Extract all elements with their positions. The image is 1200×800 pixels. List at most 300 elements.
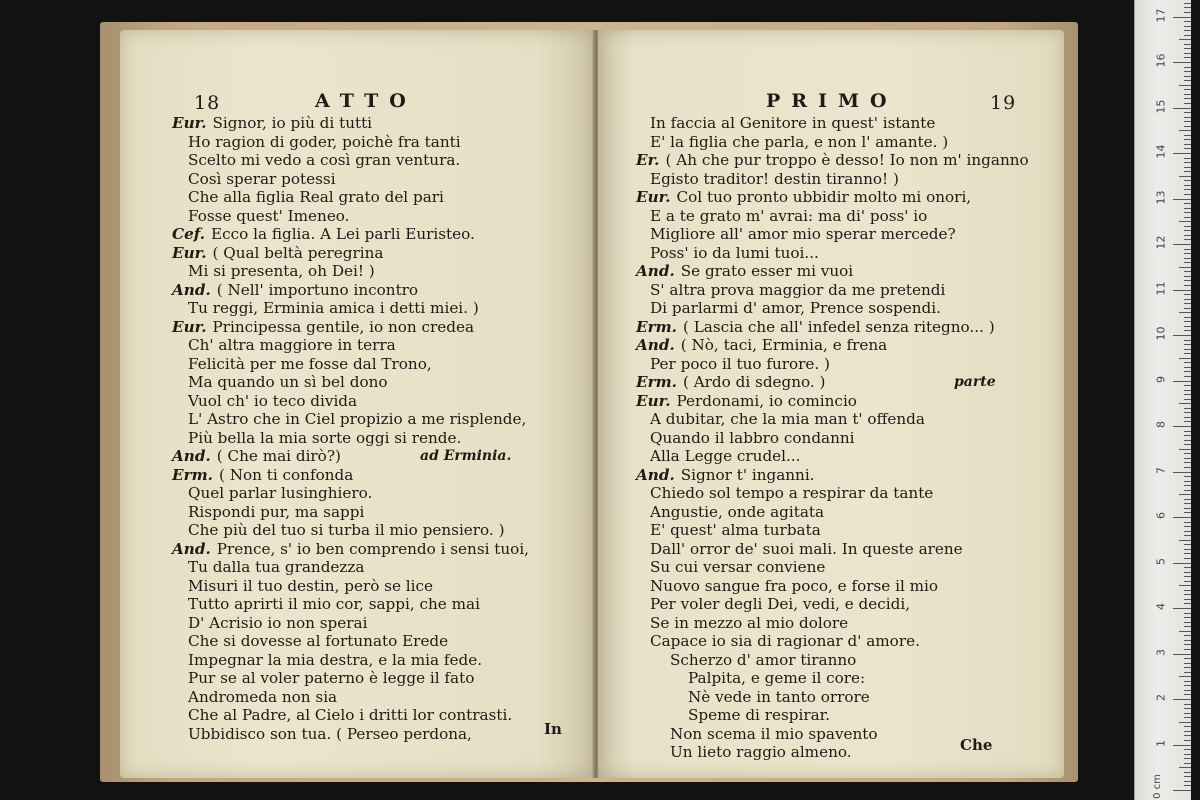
ruler-tick	[1184, 581, 1191, 582]
verse-text: ( Nell' importuno incontro	[216, 280, 419, 299]
speaker-label: And.	[172, 539, 211, 558]
ruler-number: 6	[1154, 512, 1168, 519]
ruler-tick	[1184, 21, 1191, 22]
ruler-tick	[1184, 740, 1191, 741]
text-line	[598, 133, 1064, 152]
ruler-tick	[1184, 262, 1191, 263]
text-line	[598, 429, 1064, 448]
verse-text: Perdonami, io comincio	[676, 391, 857, 410]
text-line	[598, 207, 1064, 226]
text-line	[120, 595, 594, 614]
ruler-tick	[1184, 576, 1191, 577]
ruler-tick	[1184, 303, 1191, 304]
ruler-tick	[1184, 57, 1191, 58]
ruler-tick	[1184, 481, 1191, 482]
ruler-tick	[1184, 271, 1191, 272]
ruler-tick	[1184, 144, 1191, 145]
ruler-tick	[1184, 148, 1191, 149]
ruler-tick	[1173, 699, 1191, 700]
speaker-label: And.	[172, 280, 211, 299]
verse-text: Col tuo pronto ubbidir molto mi onori,	[676, 188, 972, 206]
verse-text: Tu dalla tua grandezza	[188, 558, 365, 576]
text-line	[598, 503, 1064, 522]
ruler-tick	[1184, 567, 1191, 568]
ruler-tick	[1184, 3, 1191, 4]
ruler-tick	[1184, 89, 1191, 90]
ruler-tick	[1184, 603, 1191, 604]
text-line	[598, 614, 1064, 633]
ruler-tick	[1184, 180, 1191, 181]
text-line	[120, 540, 594, 559]
text-line	[598, 706, 1064, 725]
ruler-tick	[1184, 394, 1191, 395]
verse-text: Che più del tuo si turba il mio pensiero. )	[188, 521, 505, 539]
ruler-tick	[1184, 80, 1191, 81]
ruler-number: 10	[1154, 326, 1168, 341]
text-line	[120, 669, 594, 688]
left-page-text	[120, 114, 594, 743]
ruler-number: 11	[1154, 281, 1168, 295]
text-line	[598, 170, 1064, 189]
text-line	[598, 188, 1064, 207]
speaker-label: Er.	[636, 151, 660, 169]
verse-text: ( Ardo di sdegno. )	[682, 373, 826, 391]
ruler-tick	[1184, 76, 1191, 77]
speaker-label: And.	[172, 447, 211, 465]
ruler-tick	[1179, 176, 1191, 177]
text-line	[598, 355, 1064, 374]
verse-text: Che si dovesse al fortunato Erede	[188, 632, 449, 650]
ruler-tick	[1184, 53, 1191, 54]
ruler-tick	[1179, 85, 1191, 86]
ruler-number: 7	[1154, 466, 1168, 474]
ruler-tick	[1184, 640, 1191, 641]
text-line	[598, 521, 1064, 540]
text-line	[120, 410, 594, 429]
ruler-tick	[1184, 526, 1191, 527]
verse-text: Se grato esser mi vuoi	[680, 262, 854, 280]
text-line	[120, 651, 594, 670]
text-line	[598, 466, 1064, 485]
verse-text: Andromeda non sia	[188, 687, 338, 706]
ruler-tick	[1184, 276, 1191, 277]
speaker-label: Eur.	[636, 391, 671, 410]
text-line	[120, 725, 594, 744]
ruler-number: 16	[1154, 53, 1168, 68]
text-line	[120, 484, 594, 503]
speaker-label: And.	[636, 336, 675, 354]
text-line	[120, 447, 594, 466]
ruler-tick	[1184, 249, 1191, 250]
ruler-tick	[1184, 544, 1191, 545]
ruler-number: 2	[1154, 694, 1168, 701]
ruler-tick	[1184, 453, 1191, 454]
ruler-tick	[1184, 435, 1191, 436]
text-line	[598, 151, 1064, 170]
verse-text: Nè vede in tanto orrore	[688, 687, 870, 706]
ruler-tick	[1184, 726, 1191, 727]
verse-text: Di parlarmi d' amor, Prence sospendi.	[650, 299, 941, 317]
text-line	[598, 262, 1064, 281]
ruler-tick	[1184, 399, 1191, 400]
ruler-tick	[1184, 308, 1191, 309]
ruler-tick	[1184, 353, 1191, 354]
ruler-tick	[1173, 335, 1191, 336]
left-page	[120, 30, 594, 778]
verse-text: Ma quando un sì bel dono	[188, 373, 388, 391]
ruler-tick	[1184, 194, 1191, 195]
ruler-number: 4	[1154, 603, 1168, 610]
ruler-tick	[1184, 408, 1191, 409]
text-line	[120, 207, 594, 226]
ruler-tick	[1184, 476, 1191, 477]
ruler-tick	[1184, 781, 1191, 782]
ruler-tick	[1184, 704, 1191, 705]
text-line	[120, 632, 594, 651]
verse-text: Signor t' inganni.	[680, 465, 815, 484]
left-catchword: In	[544, 720, 562, 738]
text-line	[120, 521, 594, 540]
ruler-tick	[1173, 153, 1191, 154]
ruler-tick	[1184, 749, 1191, 750]
text-line	[120, 706, 594, 725]
ruler-tick	[1184, 658, 1191, 659]
ruler-tick	[1184, 280, 1191, 281]
ruler-tick	[1173, 62, 1191, 63]
ruler-tick	[1184, 7, 1191, 8]
ruler-tick	[1184, 12, 1191, 13]
speaker-label: Erm.	[636, 317, 677, 336]
stage-direction: ad Erminia.	[420, 448, 512, 464]
right-catchword: Che	[960, 736, 993, 754]
ruler-number: 8	[1154, 421, 1168, 428]
text-line	[120, 614, 594, 633]
ruler-number: 14	[1154, 144, 1168, 159]
verse-text: Egisto traditor! destin tiranno! )	[650, 169, 899, 188]
text-line	[120, 466, 594, 485]
ruler-tick	[1184, 462, 1191, 463]
verse-text: Misuri il tuo destin, però se lice	[188, 576, 433, 595]
text-line	[120, 114, 594, 133]
text-line	[598, 336, 1064, 355]
verse-text: Per voler degli Dei, vedi, e decidi,	[650, 595, 911, 613]
verse-text: Signor, io più di tutti	[212, 114, 373, 132]
ruler-tick	[1184, 713, 1191, 714]
text-line	[120, 262, 594, 281]
ruler-tick	[1184, 203, 1191, 204]
text-line	[120, 281, 594, 300]
ruler-tick	[1184, 367, 1191, 368]
text-line	[598, 114, 1064, 133]
text-line	[598, 244, 1064, 263]
ruler-tick	[1184, 694, 1191, 695]
verse-text: Tutto aprirti il mio cor, sappi, che mai	[188, 595, 480, 613]
ruler-tick	[1179, 585, 1191, 586]
ruler-tick	[1184, 158, 1191, 159]
verse-text: Rispondi pur, ma sappi	[188, 502, 365, 521]
ruler-tick	[1184, 299, 1191, 300]
ruler-tick	[1173, 654, 1191, 655]
verse-text: Ecco la figlia. A Lei parli Euristeo.	[211, 225, 475, 243]
verse-text: Fosse quest' Imeneo.	[188, 206, 350, 225]
ruler-tick	[1184, 139, 1191, 140]
ruler-number: 17	[1154, 8, 1168, 22]
ruler-tick	[1184, 103, 1191, 104]
stage-direction: parte	[954, 374, 996, 390]
text-line	[598, 540, 1064, 559]
text-line	[120, 225, 594, 244]
text-line	[120, 503, 594, 522]
speaker-label: Erm.	[636, 373, 677, 391]
ruler-tick	[1173, 290, 1191, 291]
ruler-tick	[1184, 599, 1191, 600]
ruler-tick	[1184, 421, 1191, 422]
ruler-number: 3	[1154, 648, 1168, 656]
ruler-tick	[1184, 330, 1191, 331]
ruler-tick	[1184, 171, 1191, 172]
verse-text: Per poco il tuo furore. )	[650, 354, 830, 373]
ruler-tick	[1173, 17, 1191, 18]
ruler-tick	[1184, 253, 1191, 254]
verse-text: Scherzo d' amor tiranno	[670, 650, 857, 669]
ruler-tick	[1184, 239, 1191, 240]
ruler-tick	[1184, 672, 1191, 673]
ruler-tick	[1184, 326, 1191, 327]
ruler-tick	[1184, 417, 1191, 418]
ruler-tick	[1179, 267, 1191, 268]
ruler-number: 1	[1154, 739, 1168, 747]
text-line	[120, 558, 594, 577]
ruler-tick	[1184, 35, 1191, 36]
ruler-tick	[1184, 617, 1191, 618]
verse-text: S' altra prova maggior da me pretendi	[650, 280, 946, 299]
verse-text: Ho ragion di goder, poichè fra tanti	[188, 132, 461, 151]
ruler-tick	[1184, 772, 1191, 773]
measuring-ruler	[1134, 0, 1191, 800]
ruler-tick	[1184, 285, 1191, 286]
ruler-tick	[1184, 112, 1191, 113]
verse-text: E' quest' alma turbata	[650, 521, 821, 539]
ruler-tick	[1173, 244, 1191, 245]
right-page-text	[598, 114, 1064, 762]
ruler-tick	[1173, 426, 1191, 427]
verse-text: Palpita, e geme il core:	[688, 669, 866, 687]
ruler-tick	[1184, 553, 1191, 554]
ruler-tick	[1184, 572, 1191, 573]
ruler-tick	[1184, 735, 1191, 736]
text-line	[120, 133, 594, 152]
verse-text: Dall' orror de' suoi mali. In queste arene	[650, 539, 963, 558]
ruler-tick	[1184, 44, 1191, 45]
ruler-tick	[1184, 535, 1191, 536]
ruler-tick	[1184, 317, 1191, 318]
text-line	[120, 244, 594, 263]
verse-text: Prence, s' io ben comprendo i sensi tuoi,	[216, 539, 530, 558]
ruler-tick	[1184, 776, 1191, 777]
ruler-tick	[1184, 558, 1191, 559]
ruler-tick	[1184, 98, 1191, 99]
verse-text: Non scema il mio spavento	[670, 724, 878, 743]
verse-text: ( Nò, taci, Erminia, e frena	[680, 336, 888, 354]
verse-text: D' Acrisio io non sperai	[188, 613, 368, 632]
text-line	[598, 651, 1064, 670]
verse-text: A dubitar, che la mia man t' offenda	[650, 410, 925, 428]
ruler-tick	[1184, 485, 1191, 486]
ruler-tick	[1184, 522, 1191, 523]
ruler-tick	[1184, 371, 1191, 372]
verse-text: ( Non ti confonda	[218, 465, 354, 484]
verse-text: In faccia al Genitore in quest' istante	[650, 114, 936, 132]
text-line	[598, 688, 1064, 707]
ruler-tick	[1179, 39, 1191, 40]
text-line	[120, 429, 594, 448]
text-line	[120, 355, 594, 374]
verse-text: Mi si presenta, oh Dei! )	[188, 262, 375, 280]
ruler-tick	[1184, 622, 1191, 623]
ruler-tick	[1179, 676, 1191, 677]
ruler-tick	[1184, 217, 1191, 218]
ruler-tick	[1184, 126, 1191, 127]
ruler-tick	[1179, 631, 1191, 632]
text-line	[598, 558, 1064, 577]
verse-text: Capace io sia di ragionar d' amore.	[650, 632, 920, 650]
right-page-number: 19	[990, 92, 1017, 114]
verse-text: ( Ah che pur troppo è desso! Io non m' inganno	[665, 151, 1029, 169]
ruler-tick	[1184, 294, 1191, 295]
ruler-tick	[1184, 490, 1191, 491]
speaker-label: Cef.	[172, 225, 206, 243]
ruler-tick	[1179, 221, 1191, 222]
verse-text: Vuol ch' io teco divida	[188, 391, 358, 410]
speaker-label: Eur.	[636, 188, 671, 206]
text-line	[598, 299, 1064, 318]
text-line	[120, 188, 594, 207]
verse-text: Angustie, onde agitata	[650, 502, 825, 521]
left-page-number: 18	[194, 92, 221, 114]
ruler-tick	[1184, 117, 1191, 118]
verse-text: Scelto mi vedo a così gran ventura.	[188, 151, 461, 169]
ruler-tick	[1173, 381, 1191, 382]
ruler-tick	[1184, 48, 1191, 49]
ruler-tick	[1184, 362, 1191, 363]
speaker-label: And.	[636, 465, 675, 484]
verse-text: ( Qual beltà peregrina	[212, 243, 384, 262]
text-line	[598, 595, 1064, 614]
ruler-tick	[1184, 785, 1191, 786]
verse-text: ( Lascia che all' infedel senza ritegno... )	[682, 317, 995, 336]
ruler-tick	[1184, 390, 1191, 391]
ruler-tick	[1179, 312, 1191, 313]
ruler-tick	[1184, 376, 1191, 377]
verse-text: Su cui versar conviene	[650, 558, 826, 576]
ruler-tick	[1184, 635, 1191, 636]
ruler-tick	[1184, 26, 1191, 27]
text-line	[598, 669, 1064, 688]
verse-text: Che alla figlia Real grato del pari	[188, 188, 444, 206]
verse-text: Un lieto raggio almeno.	[670, 743, 852, 761]
verse-text: Ch' altra maggiore in terra	[188, 336, 396, 354]
ruler-tick	[1184, 549, 1191, 550]
ruler-tick	[1184, 344, 1191, 345]
text-line	[120, 318, 594, 337]
text-line	[120, 577, 594, 596]
ruler-tick	[1184, 235, 1191, 236]
ruler-tick	[1184, 135, 1191, 136]
ruler-number: 15	[1154, 99, 1168, 113]
verse-text: Più bella la mia sorte oggi si rende.	[188, 428, 462, 447]
verse-text: Tu reggi, Erminia amica i detti miei. )	[188, 299, 479, 317]
ruler-tick	[1184, 690, 1191, 691]
text-line	[120, 170, 594, 189]
verse-text: Quando il labbro condanni	[650, 428, 855, 447]
ruler-tick	[1184, 321, 1191, 322]
verse-text: Felicità per me fosse dal Trono,	[188, 354, 432, 373]
ruler-tick	[1184, 258, 1191, 259]
verse-text: ( Che mai dirò?)	[216, 447, 341, 465]
ruler-tick	[1184, 626, 1191, 627]
ruler-tick	[1173, 608, 1191, 609]
ruler-tick	[1184, 121, 1191, 122]
ruler-tick	[1184, 590, 1191, 591]
ruler-number: 9	[1154, 375, 1168, 383]
verse-text: Poss' io da lumi tuoi...	[650, 243, 819, 262]
ruler-tick	[1184, 503, 1191, 504]
ruler-tick	[1179, 767, 1191, 768]
verse-text: E a te grato m' avrai: ma di' poss' io	[650, 206, 928, 225]
ruler-tick	[1184, 763, 1191, 764]
left-running-head: ATTO	[315, 90, 417, 112]
verse-text: Ubbidisco son tua. ( Perseo perdona,	[188, 724, 472, 743]
ruler-tick	[1184, 444, 1191, 445]
verse-text: Che al Padre, al Cielo i dritti lor contrasti.	[188, 706, 513, 724]
ruler-tick	[1179, 403, 1191, 404]
text-line	[598, 410, 1064, 429]
ruler-tick	[1179, 449, 1191, 450]
ruler-tick	[1184, 71, 1191, 72]
ruler-tick	[1173, 108, 1191, 109]
ruler-tick	[1173, 472, 1191, 473]
ruler-tick	[1184, 467, 1191, 468]
verse-text: Se in mezzo al mio dolore	[650, 613, 849, 632]
ruler-tick	[1184, 644, 1191, 645]
right-page	[598, 30, 1064, 778]
ruler-number: 12	[1154, 235, 1168, 250]
speaker-label: Eur.	[172, 317, 207, 336]
speaker-label: Eur.	[172, 114, 207, 132]
speaker-label: And.	[636, 262, 675, 280]
ruler-tick	[1184, 340, 1191, 341]
ruler-tick	[1184, 758, 1191, 759]
ruler-tick	[1184, 67, 1191, 68]
speaker-label: Erm.	[172, 465, 213, 484]
ruler-tick	[1179, 494, 1191, 495]
ruler-number: 5	[1154, 557, 1168, 565]
ruler-tick	[1184, 189, 1191, 190]
verse-text: E' la figlia che parla, e non l' amante. )	[650, 132, 949, 151]
ruler-tick	[1173, 563, 1191, 564]
ruler-number: 13	[1154, 190, 1168, 204]
text-line	[598, 484, 1064, 503]
ruler-tick	[1184, 499, 1191, 500]
ruler-tick	[1173, 199, 1191, 200]
ruler-tick	[1184, 208, 1191, 209]
ruler-tick	[1184, 349, 1191, 350]
ruler-tick	[1184, 385, 1191, 386]
verse-text: Pur se al voler paterno è legge il fato	[188, 669, 475, 687]
text-line	[598, 447, 1064, 466]
text-line	[120, 688, 594, 707]
ruler-tick	[1184, 508, 1191, 509]
